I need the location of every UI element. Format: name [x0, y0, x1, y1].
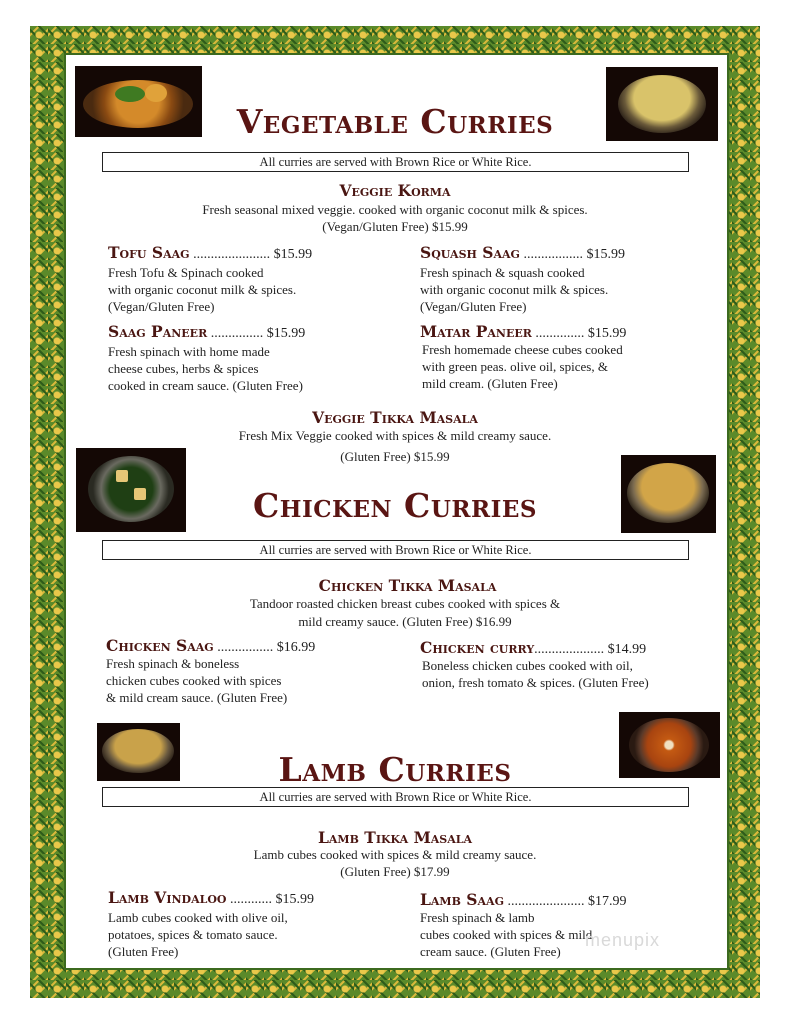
dish-dots: .............. — [531, 326, 585, 341]
dish-name: Chicken curry — [420, 638, 535, 657]
desc-line: (Gluten Free) — [108, 944, 179, 959]
dish-desc-chicken-tikka-1: Tandoor roasted chicken breast cubes cooked with spices & — [249, 596, 561, 611]
desc-line: with green peas. olive oil, spices, & — [422, 359, 608, 374]
dish-desc-lamb-tikka-1: Lamb cubes cooked with spices & mild creamy sauce. — [253, 847, 537, 862]
desc-line: with organic coconut milk & spices. — [108, 282, 297, 297]
desc-line: Fresh Tofu & Spinach cooked — [108, 265, 264, 280]
dish-price: $15.99 — [584, 326, 627, 341]
desc-line: onion, fresh tomato & spices. (Gluten Free) — [422, 675, 649, 690]
desc-line: cubes cooked with spices & mild — [420, 927, 593, 942]
dish-name-veggie-korma: Veggie Korma — [339, 181, 451, 200]
desc-line: with organic coconut milk & spices. — [420, 282, 609, 297]
dish-name: Squash Saag — [420, 243, 520, 262]
dish-name: Chicken Saag — [106, 636, 214, 655]
dish-dots: ...................... — [189, 247, 271, 262]
dish-desc-veggie-korma-2: (Vegan/Gluten Free) $15.99 — [322, 219, 468, 234]
dish-price: $15.99 — [270, 247, 313, 262]
food-photo-chicken-rice — [97, 723, 180, 781]
dish-name: Lamb Vindaloo — [108, 888, 227, 907]
desc-line: cooked in cream sauce. (Gluten Free) — [108, 378, 303, 393]
food-photo-rice-peas — [606, 67, 718, 141]
dish-desc-veggie-tikka-1: Fresh Mix Veggie cooked with spices & mild creamy sauce. — [238, 428, 552, 443]
desc-line: Boneless chicken cubes cooked with oil, — [422, 658, 633, 673]
dish-lamb-saag — [420, 890, 626, 910]
dish-desc-chicken-curry — [422, 657, 649, 691]
dish-desc-lamb-vindaloo — [108, 909, 288, 960]
dish-name-veggie-tikka: Veggie Tikka Masala — [312, 408, 478, 427]
dish-price: $15.99 — [263, 326, 306, 341]
dish-dots: ............... — [207, 326, 264, 341]
dish-desc-lamb-tikka-2: (Gluten Free) $17.99 — [340, 864, 450, 879]
dish-price: $17.99 — [584, 894, 627, 909]
dish-name-lamb-tikka: Lamb Tikka Masala — [317, 828, 473, 847]
dish-name: Matar Paneer — [420, 322, 532, 341]
dish-chicken-saag — [106, 636, 315, 656]
desc-line: potatoes, spices & tomato sauce. — [108, 927, 278, 942]
dish-price: $14.99 — [604, 642, 647, 657]
desc-line: (Vegan/Gluten Free) — [108, 299, 215, 314]
rice-note-chicken: All curries are served with Brown Rice or White Rice. — [102, 540, 689, 560]
dish-desc-lamb-saag — [420, 909, 592, 960]
desc-line: & mild cream sauce. (Gluten Free) — [106, 690, 288, 705]
section-title-vegetable: Vegetable Curries — [236, 102, 554, 141]
food-photo-mixed-veg — [75, 66, 202, 137]
dish-name: Tofu Saag — [108, 243, 190, 262]
food-photo-tikka-masala — [619, 712, 720, 778]
dish-desc-saag-paneer — [108, 343, 303, 394]
dish-price: $15.99 — [272, 892, 315, 907]
section-title-lamb: Lamb Curries — [278, 750, 512, 789]
desc-line: chicken cubes cooked with spices — [106, 673, 282, 688]
desc-line: Fresh spinach & squash cooked — [420, 265, 585, 280]
desc-line: cream sauce. (Gluten Free) — [420, 944, 561, 959]
dish-desc-veggie-korma-1: Fresh seasonal mixed veggie. cooked with organic coconut milk & spices. — [202, 202, 588, 217]
dish-dots: ............ — [226, 892, 273, 907]
desc-line: Lamb cubes cooked with olive oil, — [108, 910, 288, 925]
dish-lamb-vindaloo — [108, 888, 314, 908]
desc-line: (Vegan/Gluten Free) — [420, 299, 527, 314]
dish-name-chicken-tikka: Chicken Tikka Masala — [318, 576, 497, 595]
dish-desc-chicken-tikka-2: mild creamy sauce. (Gluten Free) $16.99 — [298, 614, 512, 629]
rice-note-vegetable: All curries are served with Brown Rice or White Rice. — [102, 152, 689, 172]
dish-dots: ...................... — [503, 894, 585, 909]
dish-name: Saag Paneer — [108, 322, 208, 341]
dish-dots: ................. — [519, 247, 583, 262]
dish-chicken-curry — [420, 638, 646, 658]
food-photo-saag-paneer — [76, 448, 186, 532]
dish-squash-saag — [420, 243, 625, 263]
dish-dots: ................ — [213, 640, 274, 655]
dish-desc-squash-saag — [420, 264, 608, 315]
dish-price: $16.99 — [273, 640, 316, 655]
desc-line: mild cream. (Gluten Free) — [422, 376, 558, 391]
dish-matar-paneer — [420, 322, 626, 342]
food-photo-matar-paneer — [621, 455, 716, 533]
rice-note-lamb: All curries are served with Brown Rice or White Rice. — [102, 787, 689, 807]
dish-desc-chicken-saag — [106, 655, 287, 706]
dish-desc-matar-paneer — [422, 341, 623, 392]
dish-saag-paneer — [108, 322, 305, 342]
desc-line: Fresh spinach & lamb — [420, 910, 535, 925]
desc-line: Fresh homemade cheese cubes cooked — [422, 342, 623, 357]
dish-tofu-saag — [108, 243, 312, 263]
section-title-chicken: Chicken Curries — [252, 486, 538, 525]
dish-price: $15.99 — [582, 247, 625, 262]
desc-line: Fresh spinach with home made — [108, 344, 270, 359]
desc-line: cheese cubes, herbs & spices — [108, 361, 259, 376]
dish-dots: .................... — [534, 642, 605, 657]
watermark-menupix: menupix — [585, 930, 661, 950]
desc-line: Fresh spinach & boneless — [106, 656, 240, 671]
dish-name: Lamb Saag — [420, 890, 504, 909]
dish-desc-veggie-tikka-2: (Gluten Free) $15.99 — [340, 449, 450, 464]
dish-desc-tofu-saag — [108, 264, 296, 315]
